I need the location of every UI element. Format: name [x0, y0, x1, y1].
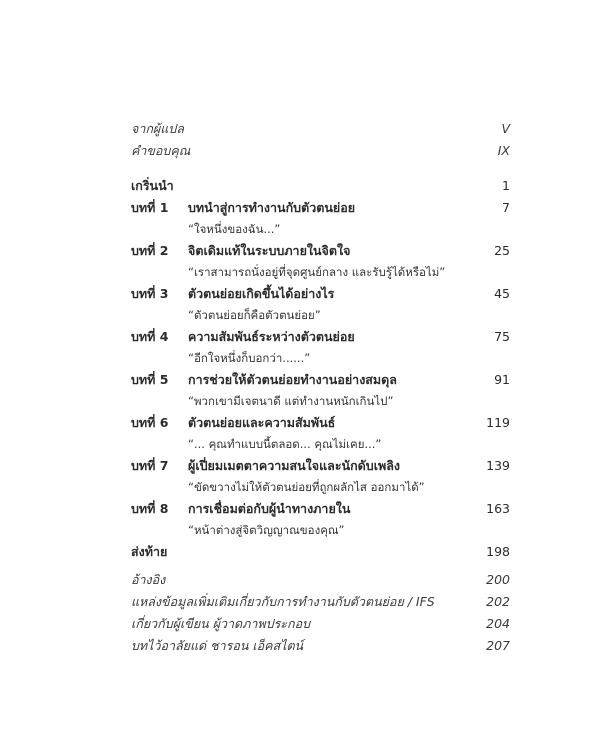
- toc-entry-title: เกี่ยวกับผู้เขียน ผู้วาดภาพประกอบ: [131, 616, 311, 631]
- toc-chapter-5-quote: [131, 391, 510, 412]
- chapter-number: บทที่ 4: [131, 329, 169, 344]
- toc-chapter-4: [131, 326, 510, 348]
- toc-chapter-8: [131, 498, 510, 520]
- toc-chapter-4-quote: [131, 348, 510, 369]
- toc-entry-epilogue: [131, 541, 510, 563]
- toc-chapter-7-quote: [131, 477, 510, 498]
- toc-entry-title: แหล่งข้อมูลเพิ่มเติมเกี่ยวกับการทำงานกับตัวตนย่อย / IFS: [131, 594, 435, 609]
- toc-entry-page: 207: [486, 638, 510, 653]
- toc-entry-page: 202: [486, 594, 510, 609]
- chapter-title: จิตเดิมแท้ในระบบภายในจิตใจ: [188, 243, 351, 258]
- toc-chapter-5: [131, 369, 510, 391]
- chapter-quote: “อีกใจหนึ่งก็บอกว่า......”: [188, 351, 311, 365]
- toc-chapter-3-quote: [131, 305, 510, 326]
- toc-entry-title: คำขอบคุณ: [131, 143, 191, 158]
- chapter-page: 25: [494, 243, 510, 258]
- chapter-number: บทที่ 7: [131, 458, 169, 473]
- toc-entry-page: 204: [486, 616, 510, 631]
- chapter-quote: “ขัดขวางไม่ให้ตัวตนย่อยที่ถูกผลักไส ออกมาได้”: [188, 480, 425, 494]
- toc-chapter-1-quote: [131, 219, 510, 240]
- chapter-title: ตัวตนย่อยและความสัมพันธ์: [188, 415, 336, 430]
- chapter-title: บทนำสู่การทำงานกับตัวตนย่อย: [188, 200, 356, 215]
- chapter-number: บทที่ 3: [131, 286, 169, 301]
- chapter-page: 139: [486, 458, 510, 473]
- toc-entry-title: จากผู้แปล: [131, 121, 184, 136]
- chapter-number: บทที่ 8: [131, 501, 169, 516]
- toc-entry-title: อ้างอิง: [131, 572, 166, 587]
- chapter-page: 91: [494, 372, 510, 387]
- toc-entry-acknowledgements: [131, 140, 510, 162]
- chapter-quote: “ตัวตนย่อยก็คือตัวตนย่อย”: [188, 308, 321, 322]
- chapter-title: ตัวตนย่อยเกิดขึ้นได้อย่างไร: [188, 286, 335, 301]
- chapter-title: ผู้เปี่ยมเมตตาความสนใจและนักดับเพลิง: [188, 458, 400, 473]
- toc-entry-references: [131, 569, 510, 591]
- chapter-quote: “... คุณทำแบบนี้ตลอด... คุณไม่เคย...”: [188, 437, 382, 451]
- toc-entry-about-authors: [131, 613, 510, 635]
- chapter-number: บทที่ 5: [131, 372, 169, 387]
- chapter-quote: “ใจหนึ่งของฉัน...”: [188, 222, 281, 236]
- toc-entry-title: ส่งท้าย: [131, 544, 168, 559]
- toc-chapter-6-quote: [131, 434, 510, 455]
- chapter-number: บทที่ 1: [131, 200, 169, 215]
- toc-entry-translator-note: [131, 118, 510, 140]
- chapter-quote: “เราสามารถนั่งอยู่ที่จุดศูนย์กลาง และรับรู้ได้หรือไม่”: [188, 265, 446, 279]
- toc-entry-page: IX: [497, 143, 510, 158]
- chapter-title: ความสัมพันธ์ระหว่างตัวตนย่อย: [188, 329, 355, 344]
- toc-entry-introduction: [131, 175, 510, 197]
- toc-entry-page: 200: [486, 572, 510, 587]
- chapter-quote: “หน้าต่างสู่จิตวิญญาณของคุณ”: [188, 523, 345, 537]
- chapter-number: บทที่ 2: [131, 243, 169, 258]
- toc-entry-title: บทไว้อาลัยแด่ ชารอน เอ็คสไตน์: [131, 638, 304, 653]
- chapter-quote: “พวกเขามีเจตนาดี แต่ทำงานหนักเกินไป”: [188, 394, 394, 408]
- toc-chapter-8-quote: [131, 520, 510, 541]
- toc-chapter-2: [131, 240, 510, 262]
- toc-chapter-3: [131, 283, 510, 305]
- table-of-contents: [131, 118, 510, 657]
- chapter-number: บทที่ 6: [131, 415, 169, 430]
- toc-chapter-6: [131, 412, 510, 434]
- toc-chapter-2-quote: [131, 262, 510, 283]
- chapter-page: 45: [494, 286, 510, 301]
- toc-chapter-1: [131, 197, 510, 219]
- chapter-page: 119: [486, 415, 510, 430]
- toc-entry-title: เกริ่นนำ: [131, 178, 174, 193]
- toc-entry-tribute: [131, 635, 510, 657]
- toc-entry-resources: [131, 591, 510, 613]
- chapter-title: การช่วยให้ตัวตนย่อยทำงานอย่างสมดุล: [188, 372, 397, 387]
- chapter-title: การเชื่อมต่อกับผู้นำทางภายใน: [188, 501, 351, 516]
- toc-entry-page: 198: [486, 544, 510, 559]
- chapter-page: 7: [502, 200, 510, 215]
- chapter-page: 163: [486, 501, 510, 516]
- toc-chapter-7: [131, 455, 510, 477]
- toc-entry-page: 1: [502, 178, 510, 193]
- chapter-page: 75: [494, 329, 510, 344]
- toc-entry-page: V: [501, 121, 510, 136]
